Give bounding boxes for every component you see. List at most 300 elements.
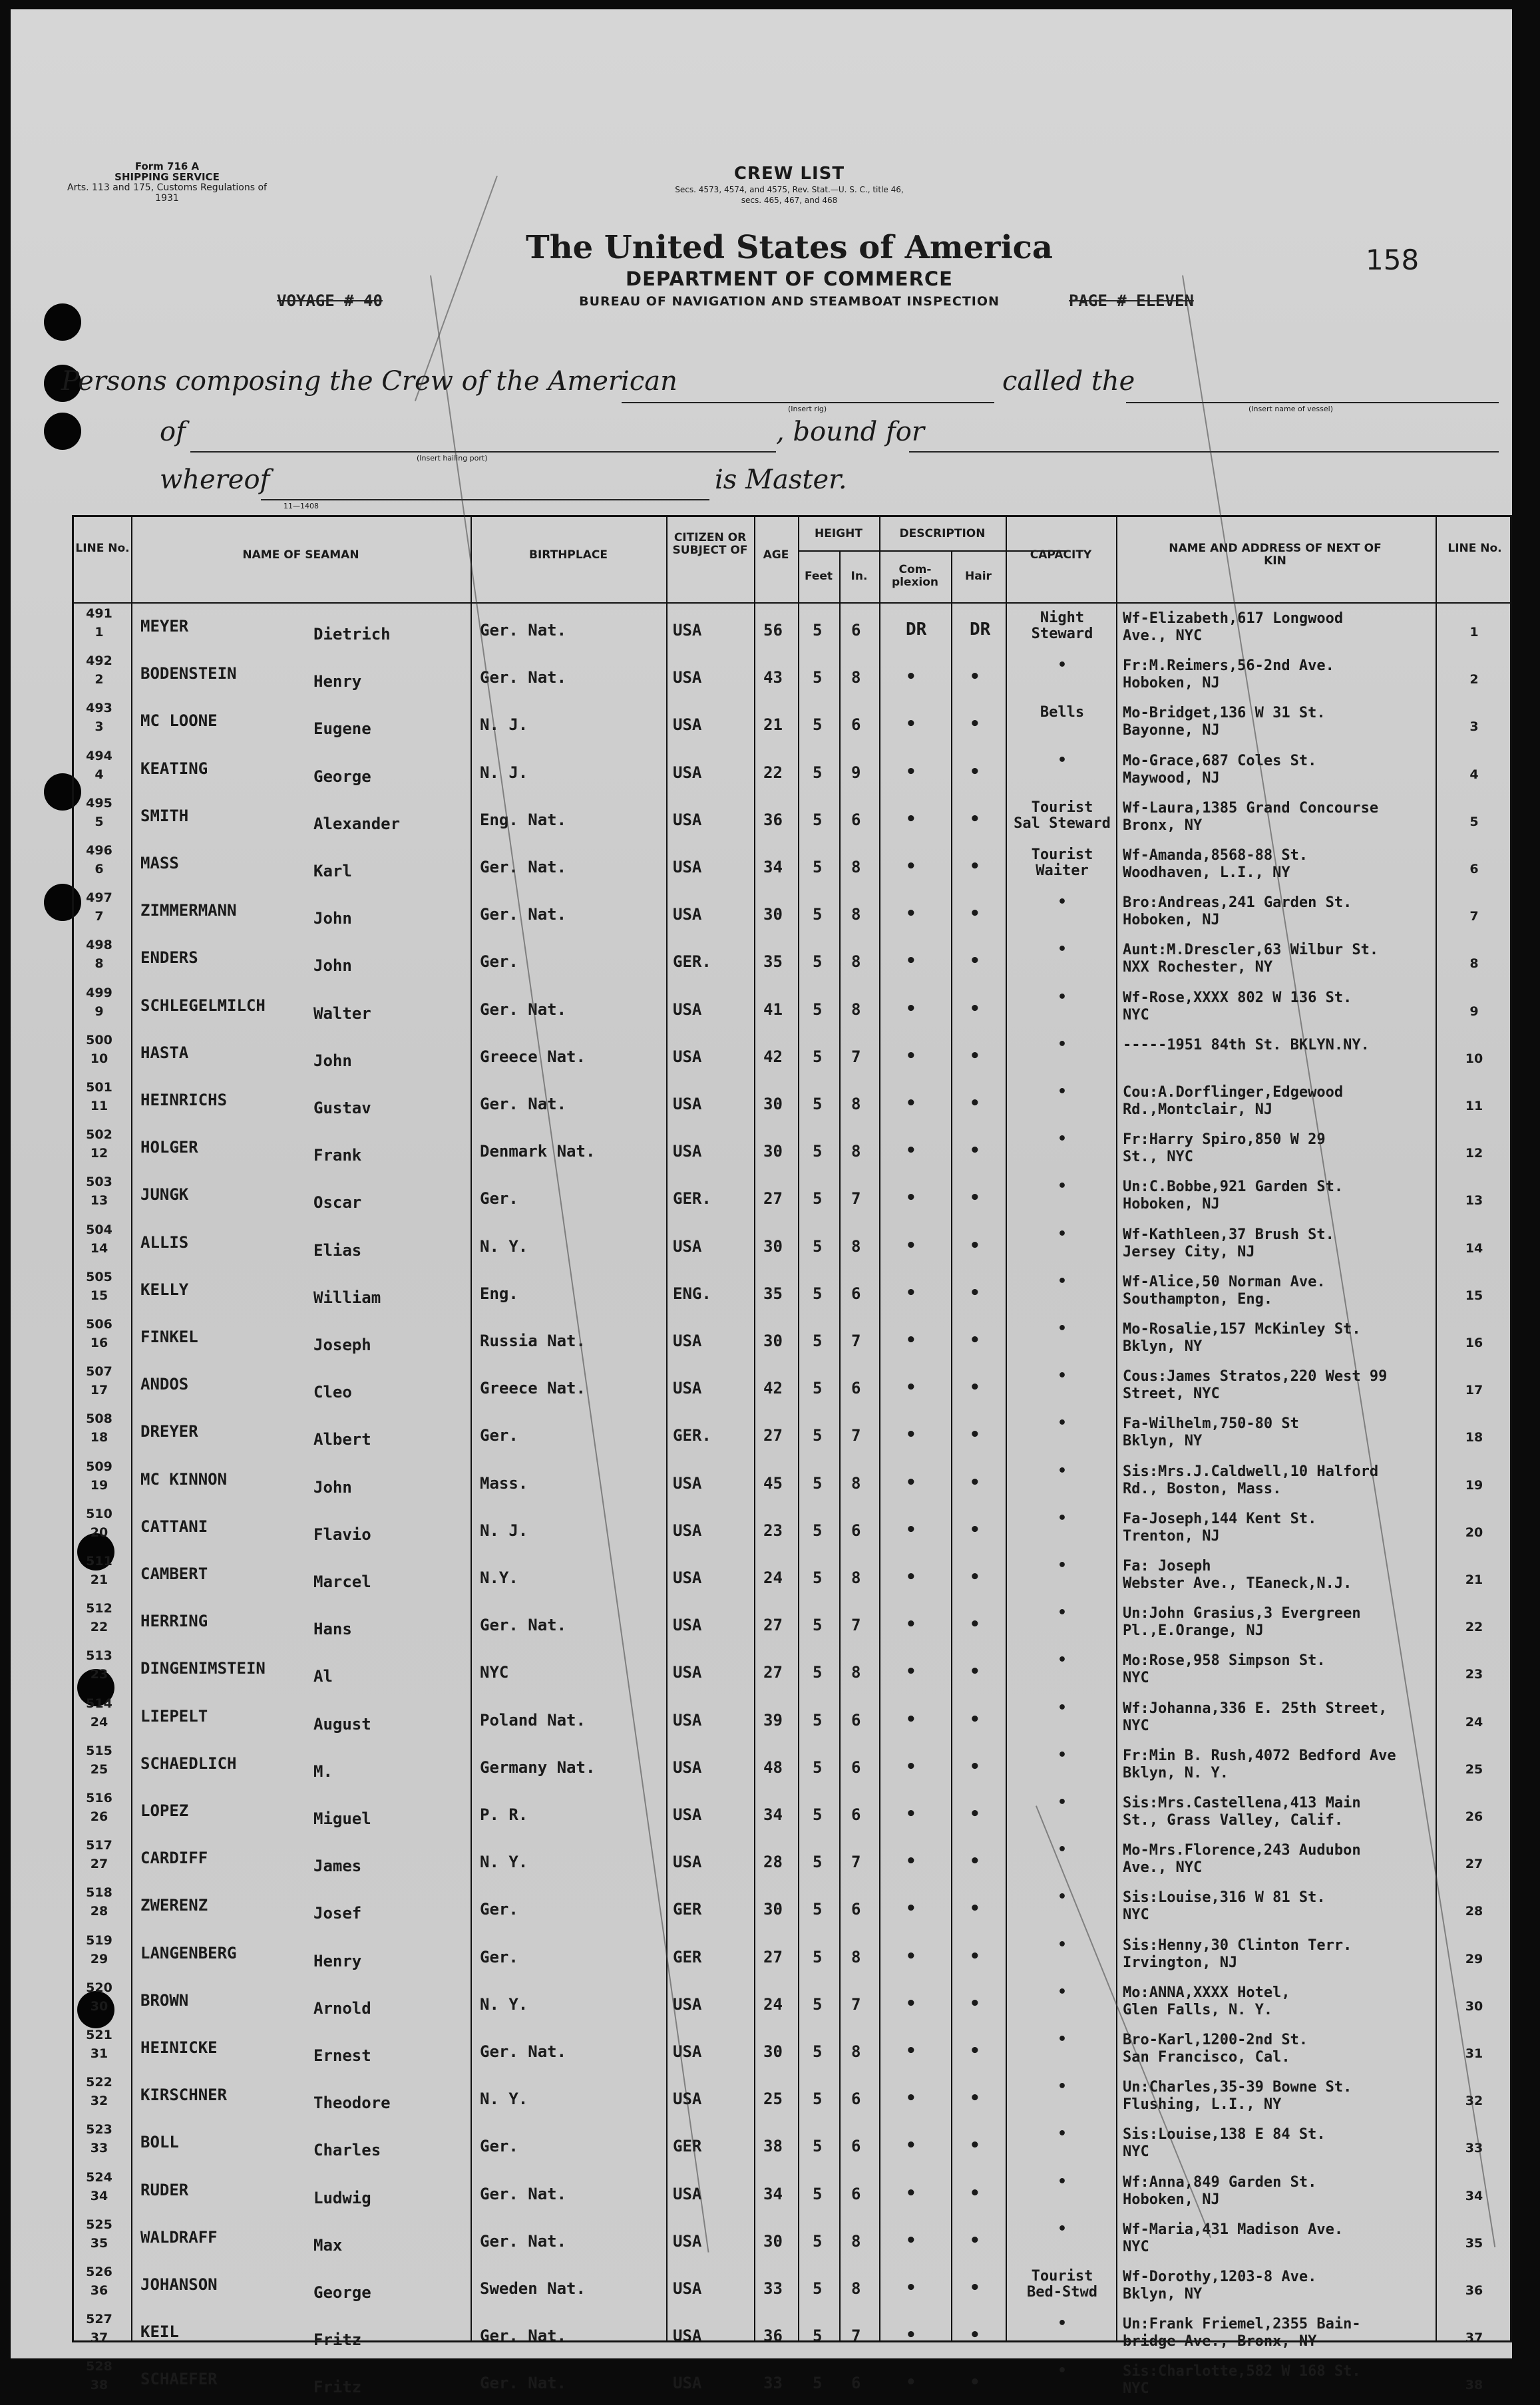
seaman-given-name: Arnold xyxy=(313,1998,371,2018)
birthplace: Eng. Nat. xyxy=(480,810,567,829)
hair: • xyxy=(970,1282,980,1303)
seaman-given-name: M. xyxy=(313,1761,333,1781)
age: 35 xyxy=(763,1284,783,1303)
line-top-number: 500 xyxy=(86,1032,112,1047)
height-inches: 8 xyxy=(851,1947,861,1966)
table-row xyxy=(74,652,1510,699)
height-inches: 8 xyxy=(851,2279,861,2298)
hair: • xyxy=(970,1899,980,1919)
height-inches: 8 xyxy=(851,905,861,924)
citizen-of: USA xyxy=(673,1521,702,1540)
line-top-number: 516 xyxy=(86,1791,112,1805)
complexion: • xyxy=(906,2041,916,2061)
seaman-surname: HEINICKE xyxy=(140,2038,218,2057)
seaman-given-name: Elias xyxy=(313,1240,362,1260)
height-feet: 5 xyxy=(813,1095,823,1113)
height-feet: 5 xyxy=(813,2231,823,2251)
citizen-of: USA xyxy=(673,2090,702,2109)
line-number-right: 18 xyxy=(1465,1430,1483,1445)
capacity: • xyxy=(1058,1937,1067,1953)
age: 43 xyxy=(763,668,783,687)
height-inches: 7 xyxy=(851,1426,861,1445)
next-of-kin: Bro-Karl,1200-2nd St. San Francisco, Cal. xyxy=(1123,2032,1308,2066)
capacity: • xyxy=(1058,1984,1067,2000)
birthplace: Ger. xyxy=(480,1426,518,1445)
line-number: 33 xyxy=(90,2141,108,2156)
hair: • xyxy=(970,1141,980,1161)
birthplace: Ger. Nat. xyxy=(480,2184,567,2203)
table-row xyxy=(74,2263,1510,2311)
punch-hole xyxy=(44,303,81,341)
capacity: • xyxy=(1058,2032,1067,2048)
seaman-surname: SCHAEFER xyxy=(140,2370,218,2389)
hair: • xyxy=(970,1472,980,1493)
age: 41 xyxy=(763,1000,783,1019)
complexion: • xyxy=(906,2325,916,2346)
seaman-given-name: Josef xyxy=(313,1904,362,1923)
table-row xyxy=(74,2358,1510,2405)
table-row xyxy=(74,605,1510,652)
seaman-given-name: Gustav xyxy=(313,1099,371,1117)
next-of-kin: Wf:Anna,849 Garden St. Hoboken, NJ xyxy=(1123,2173,1317,2208)
seaman-given-name: Fritz xyxy=(313,2330,362,2350)
complexion: • xyxy=(906,1756,916,1777)
table-row xyxy=(74,2026,1510,2074)
statute-sections: Secs. 4573, 4574, and 4575, Rev. Stat.—U. S. C., title 46, xyxy=(675,185,904,194)
next-of-kin: Un:Charles,35-39 Bowne St. Flushing, L.I., NY xyxy=(1123,2079,1352,2114)
col-birthplace: BIRTHPLACE xyxy=(529,548,608,562)
seaman-given-name: Ernest xyxy=(313,2046,371,2065)
line-number-right: 7 xyxy=(1469,909,1479,924)
table-row xyxy=(74,1505,1510,1553)
citizen-of: USA xyxy=(673,858,702,876)
height-feet: 5 xyxy=(813,1142,823,1161)
next-of-kin: Mo-Mrs.Florence,243 Audubon Ave., NYC xyxy=(1123,1842,1361,1877)
complexion: • xyxy=(906,1709,916,1730)
birthplace: Ger. Nat. xyxy=(480,668,567,687)
line-number: 6 xyxy=(95,862,104,876)
line-number-right: 22 xyxy=(1465,1620,1483,1635)
age: 45 xyxy=(763,1473,783,1493)
complexion: • xyxy=(906,856,916,876)
citizen-of: ENG. xyxy=(673,1284,711,1303)
capacity: • xyxy=(1058,1321,1067,1337)
next-of-kin: Fa-Wilhelm,750-80 St Bklyn, NY xyxy=(1123,1415,1299,1450)
age: 56 xyxy=(763,621,783,640)
birthplace: Greece Nat. xyxy=(480,1379,586,1398)
birthplace: Ger. Nat. xyxy=(480,2042,567,2061)
height-inches: 6 xyxy=(851,2090,861,2109)
height-inches: 7 xyxy=(851,1189,861,1208)
age: 21 xyxy=(763,715,783,735)
seaman-surname: KELLY xyxy=(140,1280,189,1299)
height-inches: 7 xyxy=(851,1994,861,2014)
col-inches: In. xyxy=(851,570,868,583)
capacity: • xyxy=(1058,2173,1067,2190)
line-number: 14 xyxy=(90,1240,108,1256)
col-line-no: LINE No. xyxy=(75,542,130,555)
capacity: • xyxy=(1058,1889,1067,1906)
seaman-surname: LOPEZ xyxy=(140,1801,189,1820)
line-number: 15 xyxy=(90,1288,108,1303)
seaman-surname: ZWERENZ xyxy=(140,1896,208,1915)
height-inches: 8 xyxy=(851,1142,861,1161)
birthplace: Ger. xyxy=(480,1947,518,1966)
line-number: 37 xyxy=(90,2330,108,2346)
birthplace: Ger. xyxy=(480,952,518,972)
line-number: 22 xyxy=(90,1620,108,1635)
seaman-given-name: Marcel xyxy=(313,1572,371,1591)
line-number: 1 xyxy=(95,625,104,640)
citizen-of: USA xyxy=(673,1332,702,1350)
line-top-number: 515 xyxy=(86,1743,112,1758)
hair: • xyxy=(970,761,980,782)
citizen-of: USA xyxy=(673,1236,702,1256)
next-of-kin: Sis:Mrs.Castellena,413 Main St., Grass Valley, Calif. xyxy=(1123,1795,1361,1829)
line-number: 5 xyxy=(95,814,104,829)
hint-port: (Insert hailing port) xyxy=(417,454,488,462)
seaman-given-name: John xyxy=(313,909,352,928)
table-row xyxy=(74,1979,1510,2026)
height-inches: 8 xyxy=(851,1000,861,1019)
hair: • xyxy=(970,809,980,829)
table-row xyxy=(74,2121,1510,2168)
complexion: • xyxy=(906,667,916,687)
complexion: • xyxy=(906,1378,916,1398)
line-top-number: 517 xyxy=(86,1838,112,1853)
seaman-surname: WALDRAFF xyxy=(140,2227,218,2247)
next-of-kin: Un:Frank Friemel,2355 Bain- bridge Ave., Bronx, NY xyxy=(1123,2316,1361,2350)
line-number: 3 xyxy=(95,719,104,735)
seaman-surname: DREYER xyxy=(140,1422,198,1441)
seaman-surname: MEYER xyxy=(140,617,189,636)
birthplace: Ger. Nat. xyxy=(480,1095,567,1113)
line-top-number: 513 xyxy=(86,1648,112,1664)
called-the: called the xyxy=(1002,366,1135,397)
document-header xyxy=(516,164,1062,309)
line-number-right: 17 xyxy=(1465,1383,1483,1398)
hair: • xyxy=(970,2183,980,2203)
capacity: • xyxy=(1058,1700,1067,1716)
citizen-of: GER. xyxy=(673,1189,711,1208)
seaman-given-name: Dietrich xyxy=(313,625,391,644)
line-number: 8 xyxy=(95,956,104,972)
line-number: 23 xyxy=(90,1667,108,1682)
col-citizen: CITIZEN OR SUBJECT OF xyxy=(672,531,748,557)
next-of-kin: Mo-Rosalie,157 McKinley St. Bklyn, NY xyxy=(1123,1321,1361,1355)
age: 23 xyxy=(763,1521,783,1540)
next-of-kin: Wf-Dorothy,1203-8 Ave. Bklyn, NY xyxy=(1123,2269,1317,2303)
seaman-surname: JUNGK xyxy=(140,1185,189,1204)
birthplace: Ger. xyxy=(480,1900,518,1919)
height-inches: 6 xyxy=(851,1805,861,1824)
citizen-of: USA xyxy=(673,1758,702,1777)
height-feet: 5 xyxy=(813,2184,823,2203)
age: 38 xyxy=(763,2137,783,2156)
form-info xyxy=(57,161,277,204)
birthplace: N. J. xyxy=(480,715,528,735)
seaman-given-name: Theodore xyxy=(313,2094,391,2113)
seaman-given-name: William xyxy=(313,1288,381,1307)
whereof-label: whereof xyxy=(160,464,270,495)
seaman-surname: ANDOS xyxy=(140,1375,189,1394)
line-number: 4 xyxy=(95,767,104,782)
table-row xyxy=(74,889,1510,936)
citizen-of: USA xyxy=(673,2042,702,2061)
line-number-right: 12 xyxy=(1465,1146,1483,1161)
hair: • xyxy=(970,1378,980,1398)
complexion: • xyxy=(906,1614,916,1635)
citizen-of: USA xyxy=(673,2374,702,2393)
seaman-surname: MC LOONE xyxy=(140,711,218,731)
line-top-number: 511 xyxy=(86,1554,112,1569)
col-age: AGE xyxy=(763,548,789,562)
capacity: • xyxy=(1058,657,1067,674)
table-row xyxy=(74,747,1510,795)
line-top-number: 512 xyxy=(86,1601,112,1616)
line-top-number: 508 xyxy=(86,1411,112,1427)
line-number: 36 xyxy=(90,2283,108,2298)
complexion: • xyxy=(906,1662,916,1682)
line-number-right: 38 xyxy=(1465,2378,1483,2393)
table-row xyxy=(74,1268,1510,1316)
seaman-surname: ZIMMERMANN xyxy=(140,901,237,920)
next-of-kin: Wf-Alice,50 Norman Ave. Southampton, Eng. xyxy=(1123,1273,1326,1308)
table-row xyxy=(74,699,1510,747)
hair: • xyxy=(970,856,980,876)
height-inches: 6 xyxy=(851,1710,861,1730)
complexion: • xyxy=(906,2278,916,2298)
statute-sections-2: secs. 465, 467, and 468 xyxy=(741,196,838,205)
seaman-surname: LIEPELT xyxy=(140,1706,208,1726)
height-inches: 6 xyxy=(851,1900,861,1919)
seaman-surname: ENDERS xyxy=(140,948,198,968)
line-number-right: 36 xyxy=(1465,2283,1483,2298)
height-inches: 8 xyxy=(851,858,861,876)
height-feet: 5 xyxy=(813,2326,823,2346)
hair: • xyxy=(970,1709,980,1730)
line-number-right: 6 xyxy=(1469,862,1479,876)
height-inches: 8 xyxy=(851,668,861,687)
line-number-right: 29 xyxy=(1465,1951,1483,1966)
seaman-surname: SMITH xyxy=(140,806,189,825)
hair: • xyxy=(970,1330,980,1350)
capacity: • xyxy=(1058,1036,1067,1053)
hair: • xyxy=(970,1519,980,1540)
birthplace: N. J. xyxy=(480,1521,528,1540)
table-row xyxy=(74,1695,1510,1742)
age: 27 xyxy=(763,1616,783,1635)
hair: • xyxy=(970,2135,980,2156)
height-inches: 8 xyxy=(851,2231,861,2251)
next-of-kin: Bro:Andreas,241 Garden St. Hoboken, NJ xyxy=(1123,894,1352,929)
voyage-stamp: VOYAGE # 40 xyxy=(277,291,383,310)
capacity: Night Steward xyxy=(1031,610,1093,642)
citizen-of: GER. xyxy=(673,952,711,972)
age: 30 xyxy=(763,1900,783,1919)
seaman-surname: BODENSTEIN xyxy=(140,664,237,683)
age: 39 xyxy=(763,1710,783,1730)
hair: • xyxy=(970,2230,980,2251)
height-feet: 5 xyxy=(813,1616,823,1635)
seaman-surname: HOLGER xyxy=(140,1138,198,1157)
complexion: • xyxy=(906,1330,916,1350)
height-inches: 8 xyxy=(851,1473,861,1493)
hair: • xyxy=(970,1851,980,1872)
height-inches: 6 xyxy=(851,2374,861,2393)
table-row xyxy=(74,984,1510,1031)
line-number-right: 32 xyxy=(1465,2094,1483,2109)
birthplace: Ger. Nat. xyxy=(480,621,567,640)
complexion: • xyxy=(906,1519,916,1540)
line-number-right: 35 xyxy=(1465,2235,1483,2251)
age: 42 xyxy=(763,1379,783,1398)
seaman-given-name: Henry xyxy=(313,672,362,691)
table-row xyxy=(74,1647,1510,1694)
next-of-kin: Aunt:M.Drescler,63 Wilbur St. NXX Rochester, NY xyxy=(1123,942,1379,976)
line-number-right: 34 xyxy=(1465,2188,1483,2203)
height-feet: 5 xyxy=(813,1047,823,1066)
capacity: • xyxy=(1058,2316,1067,2332)
line-number-right: 37 xyxy=(1465,2330,1483,2346)
table-row xyxy=(74,1079,1510,1126)
seaman-given-name: Walter xyxy=(313,1004,371,1023)
capacity: Tourist Waiter xyxy=(1031,847,1093,879)
citizen-of: USA xyxy=(673,2279,702,2298)
height-feet: 5 xyxy=(813,952,823,972)
birthplace: Ger. Nat. xyxy=(480,1616,567,1635)
birthplace: Ger. Nat. xyxy=(480,1000,567,1019)
table-row xyxy=(74,842,1510,889)
height-feet: 5 xyxy=(813,2137,823,2156)
hair: • xyxy=(970,951,980,972)
capacity: • xyxy=(1058,1226,1067,1242)
line-number-right: 24 xyxy=(1465,1714,1483,1730)
line-top-number: 522 xyxy=(86,2075,112,2090)
table-row xyxy=(74,2169,1510,2216)
birthplace: Ger. Nat. xyxy=(480,2231,567,2251)
height-feet: 5 xyxy=(813,668,823,687)
complexion: • xyxy=(906,1472,916,1493)
seaman-given-name: Ludwig xyxy=(313,2188,371,2207)
height-inches: 8 xyxy=(851,1236,861,1256)
hair: DR xyxy=(970,620,991,640)
line-number: 16 xyxy=(90,1336,108,1350)
citizen-of: USA xyxy=(673,763,702,782)
seaman-surname: KEATING xyxy=(140,759,208,778)
line-number-right: 5 xyxy=(1469,814,1479,829)
height-inches: 9 xyxy=(851,763,861,782)
line-top-number: 527 xyxy=(86,2312,112,2327)
birthplace: P. R. xyxy=(480,1805,528,1824)
height-feet: 5 xyxy=(813,763,823,782)
table-row xyxy=(74,2311,1510,2358)
seaman-given-name: Al xyxy=(313,1667,333,1686)
height-feet: 5 xyxy=(813,2090,823,2109)
line-number: 25 xyxy=(90,1761,108,1777)
table-row xyxy=(74,1837,1510,1884)
next-of-kin: Fr:Harry Spiro,850 W 29 St., NYC xyxy=(1123,1131,1326,1166)
age: 27 xyxy=(763,1947,783,1966)
height-feet: 5 xyxy=(813,905,823,924)
age: 36 xyxy=(763,810,783,829)
line-number-right: 1 xyxy=(1469,625,1479,640)
height-inches: 6 xyxy=(851,810,861,829)
line-number-right: 21 xyxy=(1465,1572,1483,1587)
complexion: DR xyxy=(906,620,927,640)
height-feet: 5 xyxy=(813,810,823,829)
next-of-kin: Fa: Joseph Webster Ave., TEaneck,N.J. xyxy=(1123,1558,1352,1592)
citizen-of: USA xyxy=(673,1047,702,1066)
height-inches: 6 xyxy=(851,2137,861,2156)
line-top-number: 491 xyxy=(86,606,112,621)
seaman-surname: FINKEL xyxy=(140,1328,198,1346)
birthplace: Ger. Nat. xyxy=(480,2326,567,2346)
seaman-given-name: Albert xyxy=(313,1430,371,1449)
height-inches: 8 xyxy=(851,2042,861,2061)
hair: • xyxy=(970,904,980,924)
height-inches: 8 xyxy=(851,1095,861,1113)
table-row xyxy=(74,2074,1510,2121)
of-label: of xyxy=(160,417,186,447)
seaman-given-name: John xyxy=(313,956,352,976)
line-top-number: 501 xyxy=(86,1080,112,1095)
height-feet: 5 xyxy=(813,1900,823,1919)
hair: • xyxy=(970,714,980,735)
capacity: Bells xyxy=(1040,705,1085,721)
capacity: • xyxy=(1058,1747,1067,1763)
next-of-kin: Wf-Rose,XXXX 802 W 136 St. NYC xyxy=(1123,989,1352,1023)
seaman-surname: BOLL xyxy=(140,2133,179,2152)
citizen-of: USA xyxy=(673,1142,702,1161)
capacity: • xyxy=(1058,1131,1067,1148)
birthplace: N. Y. xyxy=(480,1853,528,1872)
capacity: • xyxy=(1058,752,1067,769)
line-top-number: 509 xyxy=(86,1459,112,1474)
birthplace: N. J. xyxy=(480,763,528,782)
height-inches: 6 xyxy=(851,1758,861,1777)
hair: • xyxy=(970,1425,980,1445)
age: 34 xyxy=(763,858,783,876)
complexion: • xyxy=(906,2135,916,2156)
line-top-number: 504 xyxy=(86,1222,112,1237)
hair: • xyxy=(970,1567,980,1587)
birthplace: Ger. xyxy=(480,2137,518,2156)
next-of-kin: -----1951 84th St. BKLYN.NY. xyxy=(1123,1036,1370,1053)
complexion: • xyxy=(906,809,916,829)
citizen-of: USA xyxy=(673,1000,702,1019)
line-number: 10 xyxy=(90,1051,108,1066)
next-of-kin: Mo-Bridget,136 W 31 St. Bayonne, NJ xyxy=(1123,705,1326,739)
hair: • xyxy=(970,2325,980,2346)
hair: • xyxy=(970,1614,980,1635)
seaman-surname: SCHAEDLICH xyxy=(140,1754,237,1773)
complexion: • xyxy=(906,1235,916,1256)
citizen-of: USA xyxy=(673,1616,702,1635)
next-of-kin: Sis:Henny,30 Clinton Terr. Irvington, NJ xyxy=(1123,1937,1352,1971)
height-feet: 5 xyxy=(813,1284,823,1303)
next-of-kin: Mo:Rose,958 Simpson St. NYC xyxy=(1123,1652,1326,1687)
next-of-kin: Fr:Min B. Rush,4072 Bedford Ave Bklyn, N. Y. xyxy=(1123,1747,1396,1781)
line-number-right: 16 xyxy=(1465,1336,1483,1350)
line-number: 35 xyxy=(90,2235,108,2251)
line-number: 31 xyxy=(90,2046,108,2061)
table-row xyxy=(74,1789,1510,1837)
complexion: • xyxy=(906,1899,916,1919)
line-number-right: 9 xyxy=(1469,1004,1479,1019)
col-description: DESCRIPTION xyxy=(899,527,986,540)
seaman-surname: LANGENBERG xyxy=(140,1943,237,1962)
